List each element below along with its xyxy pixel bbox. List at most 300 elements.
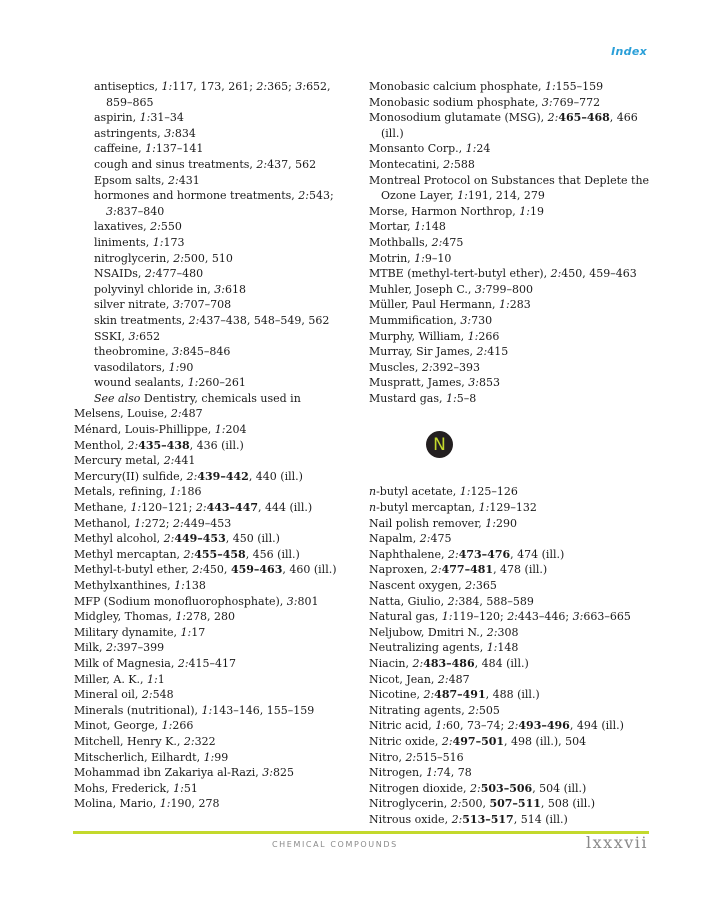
index-entry-text: , 494 (ill.) [569,719,624,733]
index-entry-text: , 440 (ill.) [248,469,303,483]
index-entry-text: 384, 588–589 [458,594,534,608]
index-entry-text: Monosodium glutamate (MSG), [369,111,548,125]
index-entry-text: 450, 459–463 [561,267,637,281]
index-entry-text: 801 [297,594,319,608]
index-entry-text: 1: [435,719,446,733]
index-entry-text: , 478 (ill.) [493,563,548,577]
index-entry-text: 845–846 [182,345,231,359]
index-entry-text: 663–665 [583,610,631,624]
index-entry-text: 1: [467,329,479,343]
index-entry-text: Müller, Paul Hermann, [369,298,500,312]
index-entry [74,734,359,750]
index-entry-text: -butyl mercaptan, [376,501,479,515]
index-entry-text: MFP (Sodium monofluorophosphate), [74,594,287,608]
index-entry [369,703,659,719]
index-entry-text: 487 [448,672,470,686]
index-entry-text: 487–491 [434,688,486,702]
index-entry-text: Nail polish remover, [369,516,486,530]
index-entry-text: 173 [163,235,185,249]
index-entry-text: 2: [447,594,459,608]
index-entry [369,79,659,95]
index-entry [369,95,659,111]
index-entry-text: Nicotine, [369,688,424,702]
index-entry-text: Epsom salts, [94,173,169,187]
index-entry [369,313,659,329]
index-entry-text: 550 [160,220,182,234]
index-entry-text: 3: [541,95,553,109]
index-entry-text: 260–261 [198,376,246,390]
index-entry-text: 507–511 [489,797,541,811]
index-entry [369,812,659,828]
index-entry-text: Methylxanthines, [74,579,175,592]
index-entry-text: 618 [224,282,246,296]
index-entry-text: 1: [519,204,530,218]
index-entry [369,329,659,345]
index-entry-text: Milk, [74,641,106,655]
index-entry-text: Neljubow, Dmitri N., [369,625,487,639]
letter-gap [369,406,659,484]
index-entry-text: 272; [144,516,173,530]
index-entry-text: 455–458 [194,547,246,561]
index-entry [369,672,659,688]
index-entry [74,781,359,797]
index-entry-text: 1: [180,625,192,639]
index-entry-text: 1: [187,376,199,390]
index-entry-text: 148 [497,641,519,655]
index-entry [74,640,359,656]
index-entry [369,625,659,641]
index-entry [74,438,359,454]
index-entry-text: 3: [460,313,472,327]
index-entry-text: Nitrogen dioxide, [369,781,471,795]
index-entry-text: 1: [147,672,158,686]
index-entry-text: 1: [459,485,471,499]
index-entry-text: 290 [495,516,517,530]
index-entry-text: 1: [426,766,437,780]
index-entry [74,531,359,547]
index-entry-text: 1: [161,719,173,733]
index-entry-text: 439–442 [197,469,249,483]
index-entry-text: Menthol, [74,438,128,452]
index-entry-text: , 504 (ill.) [532,781,587,795]
index-entry-text: silver nitrate, [94,298,173,312]
index-entry-text: Mitscherlich, Eilhardt, [74,750,204,764]
index-entry-text: Metals, refining, [74,485,170,499]
index-entry-text: 2: [431,235,443,249]
index-entry-text: 266 [172,719,194,733]
index-entry-text: 3: [172,345,183,359]
index-entry [369,781,659,797]
index-entry-text: 769–772 [552,95,601,109]
index-entry-text: 129–132 [489,501,537,515]
index-entry-text: 1: [152,235,164,249]
index-entry-text: 2: [188,313,200,327]
index-entry-text: 90 [179,360,194,374]
index-entry-text: 283 [509,298,531,312]
index-entry [369,578,659,594]
index-entry-text: 392–393 [432,360,481,374]
index-entry-text: wound sealants, [94,376,188,390]
index-entry-text: , 514 (ill.) [513,812,568,826]
index-entry [369,282,659,298]
index-entry-text: 853 [478,376,500,390]
index-entry-text: 2: [127,438,139,452]
index-entry-text: , 488 (ill.) [485,688,540,702]
index-entry [74,516,359,532]
index-entry-text: 707–708 [183,298,232,312]
index-entry-text: 2: [298,189,310,203]
index-entry-text: Methyl-t-butyl ether, [74,563,193,577]
index-entry-text: 503–506 [480,781,533,795]
index-subentry [94,297,359,313]
index-entry-text: 477–480 [155,267,204,281]
index-entry-text: 1: [486,641,498,655]
index-entry-text: SSKI, [94,329,129,343]
index-entry-text: Nitroglycerin, [369,797,451,811]
index-entry-text: 1: [414,251,425,265]
index-entry-text: 74, 78 [436,766,472,780]
index-entry-text: 2: [468,703,479,717]
index-entry-text: 497–501 [452,734,505,748]
index-entry-text: Mineral oil, [74,688,142,702]
index-entry [369,656,659,672]
index-entry [369,609,659,625]
index-entry-text: Minerals (nutritional), [74,703,202,717]
index-entry-text: 1: [446,391,457,405]
index-entry-text: 2: [550,267,562,281]
index-entry-text: NSAIDs, [94,267,145,281]
index-entry-text: Nitrous oxide, [369,812,452,826]
index-entry-text: 730 [471,313,493,327]
index-entry-text: 543; [309,189,334,203]
index-entry-text: nitroglycerin, [94,251,174,265]
index-entry-text: 548 [152,688,174,702]
index-entry-text: 1: [441,610,453,624]
index-entry-text: Monobasic sodium phosphate, [369,95,542,109]
index-entry-text: 473–476 [458,547,511,561]
index-entry-text: 825 [273,766,295,780]
index-entry-text: 2: [105,641,117,655]
index-entry [74,500,359,516]
index-entry [74,718,359,734]
index-entry-text: 2: [430,563,442,577]
index-entry-text: Montecatini, [369,157,444,171]
index-entry-text: 435–438 [138,438,190,452]
index-entry [369,141,659,157]
index-entry-text: polyvinyl chloride in, [94,282,215,296]
index-entry-text: 60, 73–74; [446,719,508,733]
index-entry-text: 1: [174,579,185,592]
index-entry-text: 2: [423,688,435,702]
index-subentry [94,360,359,376]
index-entry [369,219,659,235]
index-entry-text: 3: [474,282,486,296]
index-entry [74,578,359,594]
index-entry-text: Mothballs, [369,235,432,249]
index-entry-text: Naphthalene, [369,547,448,561]
index-entry [369,251,659,267]
index-entry-text: 266 [478,329,500,343]
index-entry-text: See also [94,391,141,405]
index-entry-text: Methanol, [74,516,135,530]
index-entry-text: 2: [144,267,156,281]
index-entry-text: 2: [163,454,175,468]
index-entry [74,484,359,500]
index-entry-text: 365; [267,80,296,93]
index-entry-text: 837–840 [116,204,165,218]
index-entry-text: antiseptics, [94,80,162,93]
index-entry [74,547,359,563]
index-entry-text: Methane, [74,501,131,515]
index-entry-text: laxatives, [94,220,151,234]
index-entry-text: Mercury(II) sulfide, [74,469,187,483]
index-entry-text: 450, [202,563,231,577]
index-entry-text: 2: [412,657,424,670]
index-entry [369,750,659,766]
index-entry-text: 148 [424,220,446,234]
index-entry-text: 322 [194,734,216,748]
index-entry [74,703,359,719]
index-entry-text: 3: [172,298,184,312]
index-entry-text: 1: [168,360,180,374]
index-entry-text: Mummification, [369,313,461,327]
index-entry-text: 1: [201,703,213,717]
index-entry-text: 500, 510 [183,251,233,265]
index-entry-text: astringents, [94,126,165,140]
index-entry-text: 834 [174,126,196,140]
index-entry [369,391,659,407]
index-entry-text: Napalm, [369,532,420,546]
index-entry-text: 5–8 [456,391,477,405]
index-entry-text: 1: [173,781,184,795]
index-entry-text: 117, 173, 261; [172,80,257,93]
index-entry-text: 51 [183,781,198,795]
index-entry [74,453,359,469]
index-entry-text: 2: [507,719,519,733]
index-column-left [74,79,359,812]
index-entry-text: Nitric oxide, [369,734,442,748]
index-entry [74,469,359,485]
index-entry-text: 204 [225,423,247,437]
index-entry-text: 2: [419,532,431,546]
index-entry-text: 2: [443,157,454,171]
index-entry-text: 449–453 [174,532,226,546]
index-entry-text: 278, 280 [186,610,236,624]
index-entry-text: Muspratt, James, [369,376,469,390]
index-entry-text: Military dynamite, [74,625,181,639]
index-entry-text: 2: [451,812,463,826]
index-entry-text: 2: [441,734,453,748]
index-subentry [94,344,359,360]
index-subentry [94,329,359,345]
index-entry-text: 475 [442,235,464,249]
index-entry-text: 2: [163,532,175,546]
index-entry-text: 2: [186,469,198,483]
index-entry [74,625,359,641]
index-entry-text: 120–121; [141,501,196,515]
index-entry [74,406,359,422]
index-entry [74,422,359,438]
index-entry-text: 465–468 [558,111,610,125]
index-entry-text: Natta, Giulio, [369,594,448,608]
index-entry-text: Nitrogen, [369,766,427,780]
index-entry-text: 443–446; [517,610,573,624]
index-entry-text: 3: [262,766,274,780]
index-entry-text: , 484 (ill.) [474,657,529,670]
index-entry [74,672,359,688]
index-entry-text: 483–486 [423,657,475,670]
index-entry-text: Murphy, William, [369,329,468,343]
index-entry-text: Mohs, Frederick, [74,781,174,795]
index-entry-text: 2: [256,157,268,171]
index-entry [369,266,659,282]
index-entry-text: Molina, Mario, [74,797,160,811]
index-entry-text: 17 [191,625,206,639]
index-entry-text: n [369,485,377,499]
index-entry-text: 119–120; [452,610,508,624]
index-entry-text: Mohammad ibn Zakariya al-Razi, [74,766,263,780]
index-entry-text: 1: [169,485,181,499]
index-entry-text: 1: [544,80,556,93]
index-entry [369,375,659,391]
index-entry-text: 1: [134,516,145,530]
index-entry-text: 19 [529,204,544,218]
index-entry-text: Nitrating agents, [369,703,469,717]
index-entry [369,297,659,313]
index-entry-text: Nitric acid, [369,719,436,733]
index-entry-text: 3: [106,204,117,218]
index-entry-text: 1: [139,111,151,125]
index-entry-text: 2: [470,781,481,795]
index-entry-text: hormones and hormone treatments, [94,189,299,203]
index-entry-text: 1: [159,797,171,811]
index-subentry [94,126,359,142]
index-subentry [94,375,359,391]
index-entry-text: 3: [214,282,225,296]
index-entry-text: Nitro, [369,750,406,764]
index-entry-text: 515–516 [416,750,464,764]
index-entry-text: n [369,501,377,515]
index-entry-text: 415 [487,345,509,359]
index-entry-text: 2: [465,579,476,593]
index-entry-text: 1: [161,80,173,93]
index-entry-text: 1: [175,610,187,624]
index-entry [369,640,659,656]
index-entry-text: , 450 (ill.) [225,532,280,546]
index-entry [74,609,359,625]
index-entry-text: 2: [486,625,498,639]
index-subentry [94,266,359,282]
index-entry-text: 3: [128,329,140,343]
index-entry-text: Morse, Harmon Northrop, [369,204,520,218]
index-subentry [94,188,359,219]
index-entry [369,531,659,547]
index-subentry [94,173,359,189]
index-entry-text: 1: [203,750,215,764]
index-entry [74,750,359,766]
index-entry-text: Mercury metal, [74,454,164,468]
index-entry [74,765,359,781]
index-entry [74,687,359,703]
index-entry-text: -butyl acetate, [376,485,460,499]
index-entry-text: Midgley, Thomas, [74,610,176,624]
index-entry [369,360,659,376]
index-entry-text: liniments, [94,235,153,249]
index-entry-text: 2: [168,173,179,187]
index-entry-text: Methyl mercaptan, [74,547,184,561]
index-entry-text: Natural gas, [369,610,442,624]
index-entry-text: Neutralizing agents, [369,641,487,655]
index-entry [369,562,659,578]
index-entry-text: 437, 562 [267,157,317,171]
footer-book-title: CHEMICAL COMPOUNDS [272,840,398,849]
index-entry-text: , 456 (ill.) [245,547,300,561]
index-entry-text: Mustard gas, [369,391,447,405]
index-entry [369,484,659,500]
index-entry-text: Milk of Magnesia, [74,656,178,670]
index-entry-text: 431 [178,173,200,187]
index-entry-text: MTBE (methyl-tert-butyl ether), [369,267,551,281]
index-entry-text: Ménard, Louis-Phillippe, [74,423,215,437]
index-group-m [369,79,659,406]
index-entry-text: Monobasic calcium phosphate, [369,80,545,93]
running-header-title: Index [611,45,647,58]
index-entry-text: Monsanto Corp., [369,142,466,156]
index-entry-text: Minot, George, [74,719,162,733]
index-entry-text: Dentistry, chemicals used in [140,391,301,405]
index-entry-text: 2: [183,547,195,561]
index-entry [369,594,659,610]
index-entry-text: 449–453 [183,516,232,530]
index-column-right [369,79,659,828]
index-entry-text: 308 [497,625,519,639]
index-entry-text: 505 [478,703,500,717]
index-entry-text: 2: [437,672,449,686]
index-entry-text: , 444 (ill.) [258,501,313,515]
index-entry-text: 365 [475,579,497,593]
index-entry-text: 1: [465,142,477,156]
index-entry [369,687,659,703]
index-group-n [369,484,659,827]
index-entry-text: 1: [478,501,490,515]
index-entry-text: 652, 859–865 [106,80,331,109]
index-entry-text: 3: [572,610,584,624]
index-entry-text: 2: [177,656,189,670]
index-entry-text: 459–463 [230,563,283,577]
index-entry [369,516,659,532]
index-entry-text: 443–447 [206,501,259,515]
index-entry-text: 1: [414,220,425,234]
index-entry [369,500,659,516]
index-entry-text: 143–146, 155–159 [212,703,315,717]
index-entry-text: 1: [145,142,156,156]
index-entry-text: 2: [192,563,203,577]
index-entry-text: 99 [214,750,229,764]
index-entry-text: Nascent oxygen, [369,579,466,593]
index-entry-text: , 508 (ill.) [540,797,596,811]
index-entry [74,656,359,672]
index-entry [369,718,659,734]
index-subentry [94,219,359,235]
index-entry-text: 191, 214, 279 [467,189,545,203]
index-entry-text: , 460 (ill.) [282,563,337,577]
index-entry-text: 1: [499,298,510,312]
index-entry-text: , 474 (ill.) [510,547,565,561]
index-entry-text: , 466 (ill.) [381,111,638,140]
footer-rule [73,831,649,834]
index-entry-text: theobromine, [94,345,173,359]
index-subentry [94,110,359,126]
